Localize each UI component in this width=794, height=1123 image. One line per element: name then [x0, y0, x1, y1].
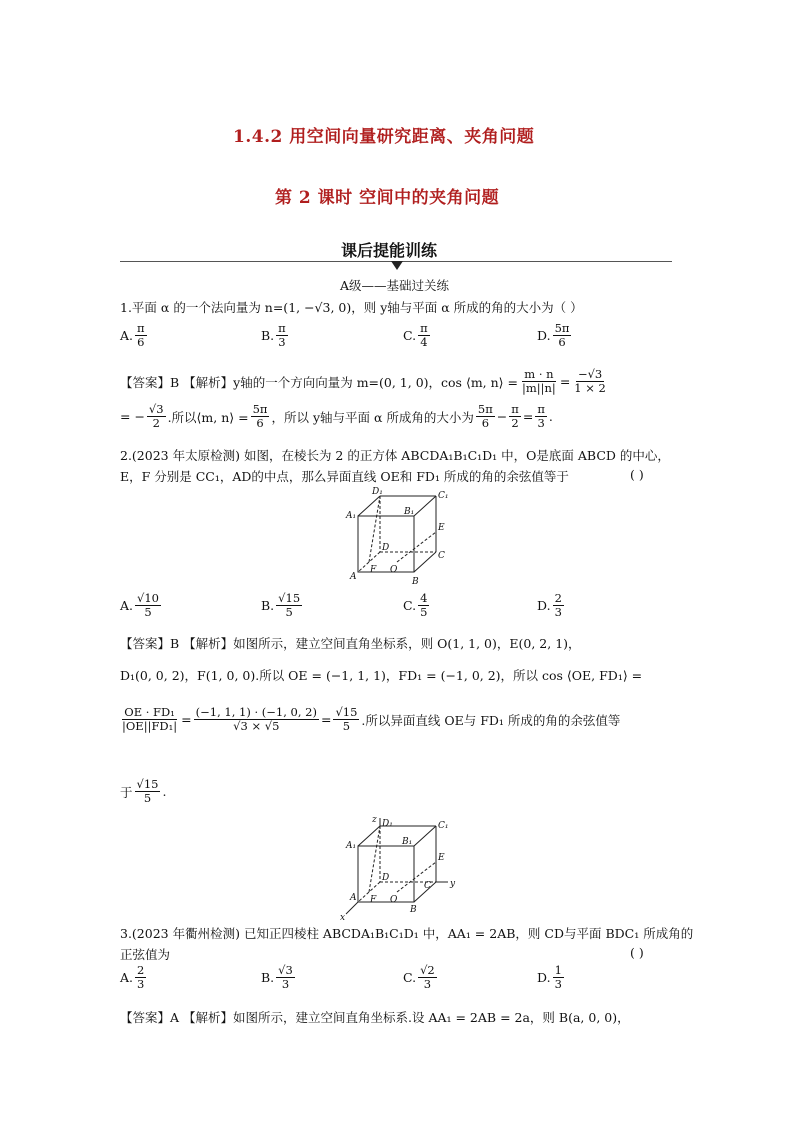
- fig2-label-b1: B₁: [402, 837, 413, 847]
- fig1-label-d1: D₁: [372, 487, 383, 497]
- level-heading: A级——基础过关练: [340, 278, 450, 293]
- q2-answer-line2: D₁(0, 0, 2)，F(1, 0, 0).所以 OE = (−1, 1, 1)，FD₁ = (−1, 0, 2)，所以 cos ⟨OE, FD₁⟩ =: [120, 668, 643, 683]
- fig2-label-o: O: [390, 895, 398, 905]
- q1-option-b: B. $\frac{\pi}{3}$: [261, 321, 286, 350]
- fig1-label-c1: C₁: [438, 491, 449, 501]
- fig2-label-z: z: [372, 815, 377, 825]
- fig2-label-x: x: [340, 913, 346, 922]
- fig1-label-a1: A₁: [346, 511, 357, 521]
- q2-option-c: C. $\frac{4}{5}$: [403, 591, 428, 620]
- q3-answer-line1: 【答案】A 【解析】如图所示，建立空间直角坐标系.设 AA₁ = 2AB = 2a，则 B(a, 0, 0)，: [120, 1010, 630, 1025]
- fig1-label-c: C: [438, 551, 445, 561]
- q2-answer-line4: 于 $\frac{√15}{5}$ .: [120, 777, 167, 806]
- q3-answer-paren: ( ): [630, 945, 644, 960]
- fig2-label-d1: D₁: [382, 819, 393, 829]
- fig1-label-o: O: [390, 565, 398, 575]
- q2-option-d: D. $\frac{2}{3}$: [537, 591, 562, 620]
- q2-answer-line3: $\frac{\text{OE · FD₁}}{\text{|OE||FD₁|}}$ = $\frac{(-1, 1, 1) \cdot (-1, 0, 2)}{√3 \times √5}$ = $\frac{√15}{5}$ .所以异面直线 OE与 FD₁ 所成的角的余弦值等: [122, 705, 621, 734]
- fig2-label-d: D: [382, 873, 390, 883]
- q3-stem-line2: 正弦值为: [120, 947, 171, 962]
- cube-figure-1: [340, 484, 460, 590]
- cube-figure-2: [338, 814, 460, 922]
- fig1-label-a: A: [350, 572, 357, 582]
- q2-stem-line2: E，F 分别是 CC₁，AD的中点，那么异面直线 OE和 FD₁ 所成的角的余弦值等于: [120, 469, 569, 484]
- q3-option-c: C. $\frac{√2}{3}$: [403, 963, 435, 992]
- fig2-label-b: B: [410, 905, 417, 915]
- fig2-label-y: y: [450, 879, 456, 889]
- q3-option-d: D. $\frac{1}{3}$: [537, 963, 562, 992]
- q2-option-a: A. $\frac{√10}{5}$: [120, 591, 159, 620]
- fig2-label-a1: A₁: [346, 841, 357, 851]
- section-marker-icon: [391, 261, 403, 270]
- q2-answer-line1: 【答案】B 【解析】如图所示，建立空间直角坐标系，则 O(1, 1, 0)，E(0, 2, 1)，: [120, 636, 581, 651]
- q2-answer-paren: ( ): [630, 467, 644, 482]
- q1-option-c: C. $\frac{\pi}{4}$: [403, 321, 428, 350]
- page-title: 1.4.2 用空间向量研究距离、夹角问题: [233, 127, 535, 147]
- fig2-label-e: E: [438, 853, 445, 863]
- q1-answer-line1: 【答案】B 【解析】y轴的一个方向向量为 m=(0, 1, 0)，cos ⟨m, n⟩ = $\frac{m \cdot n}{|m||n|}$ = $\frac{-√3}{1 \times 2}$: [120, 367, 606, 396]
- q3-option-b: B. $\frac{√3}{3}$: [261, 963, 293, 992]
- q3-stem-line1: 3.(2023 年衢州检测) 已知正四棱柱 ABCDA₁B₁C₁D₁ 中，AA₁ = 2AB，则 CD与平面 BDC₁ 所成角的: [120, 926, 694, 941]
- q1-stem: 1.平面 α 的一个法向量为 n=(1, −√3, 0)，则 y轴与平面 α 所成的角的大小为（ ）: [120, 300, 583, 315]
- fig2-label-c: C: [424, 881, 431, 891]
- q1-answer-line2: = − $\frac{√3}{2}$ .所以⟨m, n⟩ = $\frac{5\pi}{6}$ ，所以 y轴与平面 α 所成角的大小为 $\frac{5\pi}{6}$ − $\frac{\pi}{2}$ = $\frac{\pi}{3}$ .: [120, 402, 553, 431]
- section-title: 课后提能训练: [341, 241, 438, 260]
- fig1-label-b: B: [412, 577, 419, 587]
- q2-option-b: B. $\frac{√15}{5}$: [261, 591, 301, 620]
- page-subtitle: 第 2 课时 空间中的夹角问题: [275, 188, 500, 208]
- fig2-label-f: F: [370, 895, 377, 905]
- fig2-label-c1: C₁: [438, 821, 449, 831]
- fig2-label-a: A: [350, 893, 357, 903]
- q1-option-a: A. $\frac{\pi}{6}$: [120, 321, 145, 350]
- q2-stem-line1: 2.(2023 年太原检测) 如图，在棱长为 2 的正方体 ABCDA₁B₁C₁D₁ 中，O是底面 ABCD 的中心，: [120, 448, 670, 463]
- fig1-label-d: D: [382, 543, 390, 553]
- q1-option-d: D. $\frac{5\pi}{6}$: [537, 321, 570, 350]
- fig1-label-b1: B₁: [404, 507, 415, 517]
- fig1-label-e: E: [438, 523, 445, 533]
- q3-option-a: A. $\frac{2}{3}$: [120, 963, 145, 992]
- fig1-label-f: F: [370, 565, 377, 575]
